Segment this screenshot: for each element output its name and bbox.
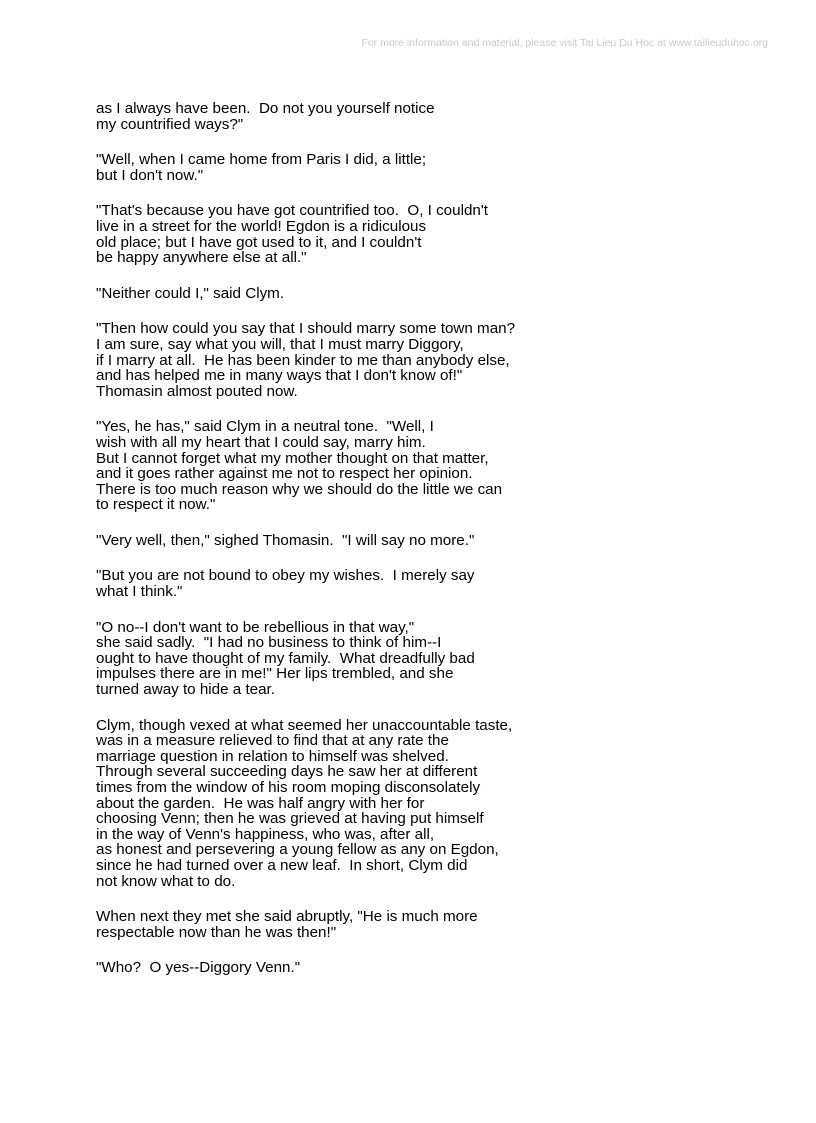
text-line: Thomasin almost pouted now.: [96, 382, 298, 400]
text-line: she said sadly. "I had no business to think of him--I: [96, 634, 442, 652]
text-line: There is too much reason why we should do the little we can: [96, 480, 503, 498]
text-line: ought to have thought of my family. What dreadfully bad: [96, 649, 475, 667]
text-line: "That's because you have got countrified too. O, I couldn't: [96, 202, 488, 220]
text-line: and has helped me in many ways that I don't know of!": [96, 367, 463, 385]
text-line: "Then how could you say that I should marry some town man?: [96, 320, 516, 338]
paragraph: [96, 203, 776, 265]
paragraph: [96, 620, 776, 698]
text-line: if I marry at all. He has been kinder to me than anybody else,: [96, 351, 510, 369]
paragraph: [96, 568, 776, 599]
text-line: choosing Venn; then he was grieved at having put himself: [96, 810, 484, 828]
text-line: wish with all my heart that I could say, marry him.: [96, 433, 426, 451]
paragraph: [96, 419, 776, 513]
text-line: about the garden. He was half angry with her for: [96, 794, 425, 812]
text-line: what I think.": [96, 583, 183, 601]
paragraph: [96, 321, 776, 399]
paragraph: [96, 152, 776, 183]
text-line: Clym, though vexed at what seemed her unaccountable taste,: [96, 716, 513, 734]
text-line: turned away to hide a tear.: [96, 681, 275, 699]
paragraph: [96, 718, 776, 890]
text-line: respectable now than he was then!": [96, 923, 337, 941]
text-line: old place; but I have got used to it, and I couldn't: [96, 233, 422, 251]
text-line: marriage question in relation to himself was shelved.: [96, 747, 449, 765]
text-line: in the way of Venn's happiness, who was, after all,: [96, 825, 435, 843]
text-line: and it goes rather against me not to respect her opinion.: [96, 465, 473, 483]
header-note: For more information and material, please visit Tai Lieu Du Hoc at www.tailieuduhoc.org: [361, 37, 768, 49]
text-line: my countrified ways?": [96, 115, 244, 133]
text-line: but I don't now.": [96, 166, 204, 184]
text-line: "O no--I don't want to be rebellious in that way,": [96, 618, 415, 636]
text-line: "Yes, he has," said Clym in a neutral tone. "Well, I: [96, 418, 434, 436]
text-line: live in a street for the world! Egdon is a ridiculous: [96, 217, 427, 235]
text-line: be happy anywhere else at all.": [96, 249, 307, 267]
text-line: I am sure, say what you will, that I must marry Diggory,: [96, 335, 464, 353]
text-line: was in a measure relieved to find that at any rate the: [96, 732, 449, 750]
page-body-text: [96, 101, 776, 996]
paragraph: [96, 909, 776, 940]
paragraph: [96, 101, 776, 132]
text-line: to respect it now.": [96, 496, 216, 514]
text-line: as I always have been. Do not you yourself notice: [96, 100, 435, 117]
text-line: "Very well, then," sighed Thomasin. "I will say no more.": [96, 531, 475, 549]
text-line: since he had turned over a new leaf. In short, Clym did: [96, 856, 468, 874]
text-line: "But you are not bound to obey my wishes. I merely say: [96, 567, 475, 585]
text-line: impulses there are in me!" Her lips trembled, and she: [96, 665, 454, 683]
text-line: When next they met she said abruptly, "He is much more: [96, 908, 478, 926]
text-line: "Well, when I came home from Paris I did, a little;: [96, 151, 427, 169]
text-line: times from the window of his room moping disconsolately: [96, 779, 481, 796]
paragraph: [96, 960, 776, 976]
text-line: not know what to do.: [96, 872, 236, 890]
paragraph: [96, 533, 776, 549]
text-line: as honest and persevering a young fellow as any on Egdon,: [96, 841, 499, 859]
text-line: "Who? O yes--Diggory Venn.": [96, 959, 301, 977]
text-line: But I cannot forget what my mother thought on that matter,: [96, 449, 489, 467]
text-line: Through several succeeding days he saw her at different: [96, 763, 478, 781]
text-line: "Neither could I," said Clym.: [96, 284, 285, 302]
paragraph: [96, 286, 776, 302]
